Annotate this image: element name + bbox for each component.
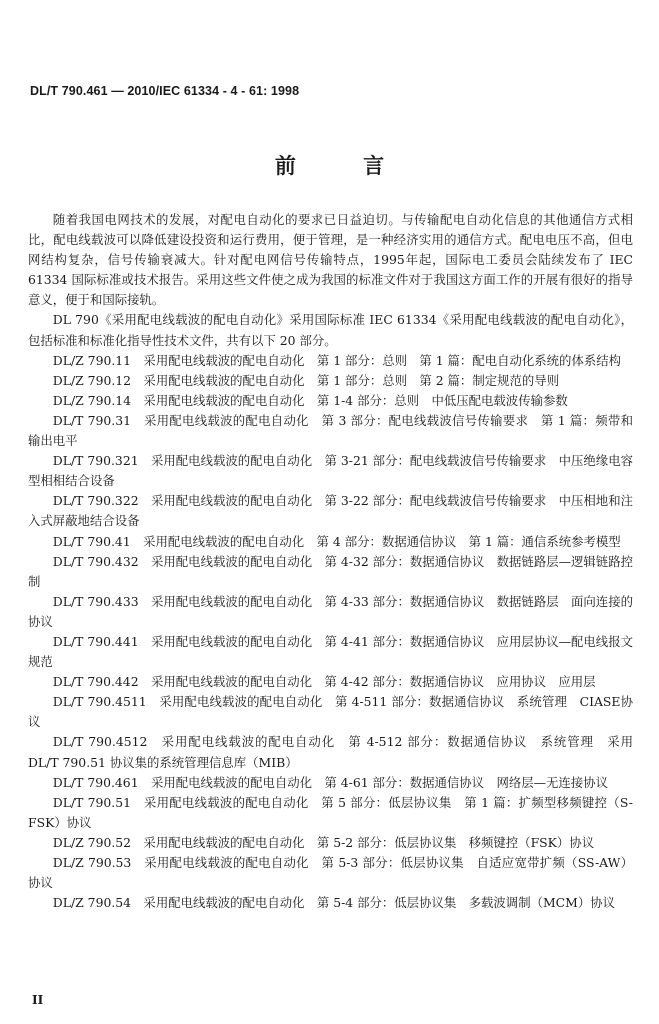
list-item: DL/T 790.51 采用配电线载波的配电自动化 第 5 部分：低层协议集 第 1 篇：扩频型移频键控（S-FSK）协议 xyxy=(28,794,633,830)
list-item: DL/T 790.441 采用配电线载波的配电自动化 第 4-41 部分：数据通信协议 应用层协议—配电线报文规范 xyxy=(28,633,633,670)
list-item: DL/T 790.321 采用配电线载波的配电自动化 第 3-21 部分：配电线载波信号传输要求 中压绝缘电容型相相结合设备 xyxy=(28,453,633,489)
list-item: DL/T 790.442 采用配电线载波的配电自动化 第 4-42 部分：数据通信协议 应用协议 应用层 xyxy=(52,674,596,690)
document-body xyxy=(28,210,633,913)
page-title: 前 言 xyxy=(274,153,415,178)
list-item: DL/T 790.433 采用配电线载波的配电自动化 第 4-33 部分：数据通信协议 数据链路层 面向连接的协议 xyxy=(28,593,633,629)
list-item: DL/T 790.4512 采用配电线载波的配电自动化 第 4-512 部分：数据通信协议 系统管理 采用 DL/T 790.51 协议集的系统管理信息库（MIB） xyxy=(28,734,633,770)
list-item: DL/Z 790.53 采用配电线载波的配电自动化 第 5-3 部分：低层协议集 自适应宽带扩频（SS-AW）协议 xyxy=(28,855,633,891)
list-item: DL/T 790.432 采用配电线载波的配电自动化 第 4-32 部分：数据通信协议 数据链路层—逻辑链路控制 xyxy=(28,553,633,589)
paragraph: 随着我国电网技术的发展，对配电自动化的要求已日益迫切。与传输配电自动化信息的其他通信方式相比，配电线载波可以降低建设投资和运行费用，便于管理，是一种经济实用的通信方式。配电电压不高，但电网结构复杂，信号传输衰减大。针对配电网信号传输特点，1995年起，国际电工委员会陆续发布了 IEC 61334 国际标准或技术报告。采用这些文件使之成为我国的标准文件对于我国这方面工作的开展有很好的指导意义，便于和国际接轨。 xyxy=(28,212,633,308)
list-item: DL/Z 790.14 采用配电线载波的配电自动化 第 1-4 部分：总则 中低压配电载波传输参数 xyxy=(52,392,568,408)
page-number: II xyxy=(32,993,44,1007)
list-item: DL/T 790.461 采用配电线载波的配电自动化 第 4-61 部分：数据通信协议 网络层—无连接协议 xyxy=(52,774,608,790)
list-item: DL/T 790.4511 采用配电线载波的配电自动化 第 4-511 部分：数据通信协议 系统管理 CIASE协议 xyxy=(28,694,633,730)
list-item: DL/Z 790.52 采用配电线载波的配电自动化 第 5-2 部分：低层协议集 移频键控（FSK）协议 xyxy=(52,834,595,850)
list-item: DL/Z 790.11 采用配电线载波的配电自动化 第 1 部分：总则 第 1 篇：配电自动化系统的体系结构 xyxy=(52,352,622,368)
list-item: DL/T 790.41 采用配电线载波的配电自动化 第 4 部分：数据通信协议 第 1 篇：通信系统参考模型 xyxy=(52,533,621,549)
document-header: DL/T 790.461 — 2010/IEC 61334 - 4 - 61: 1998 xyxy=(30,84,300,98)
paragraph: DL 790《采用配电线载波的配电自动化》采用国际标准 IEC 61334《采用配电线载波的配电自动化》，包括标准和标准化指导性技术文件，共有以下 20 部分。 xyxy=(28,312,633,348)
list-item: DL/T 790.322 采用配电线载波的配电自动化 第 3-22 部分：配电线载波信号传输要求 中压相地和注入式屏蔽地结合设备 xyxy=(28,493,633,529)
list-item: DL/Z 790.12 采用配电线载波的配电自动化 第 1 部分：总则 第 2 篇：制定规范的导则 xyxy=(52,372,560,388)
list-item: DL/Z 790.54 采用配电线载波的配电自动化 第 5-4 部分：低层协议集 多载波调制（MCM）协议 xyxy=(52,895,616,911)
list-item: DL/T 790.31 采用配电线载波的配电自动化 第 3 部分：配电线载波信号传输要求 第 1 篇：频带和输出电平 xyxy=(28,412,633,449)
